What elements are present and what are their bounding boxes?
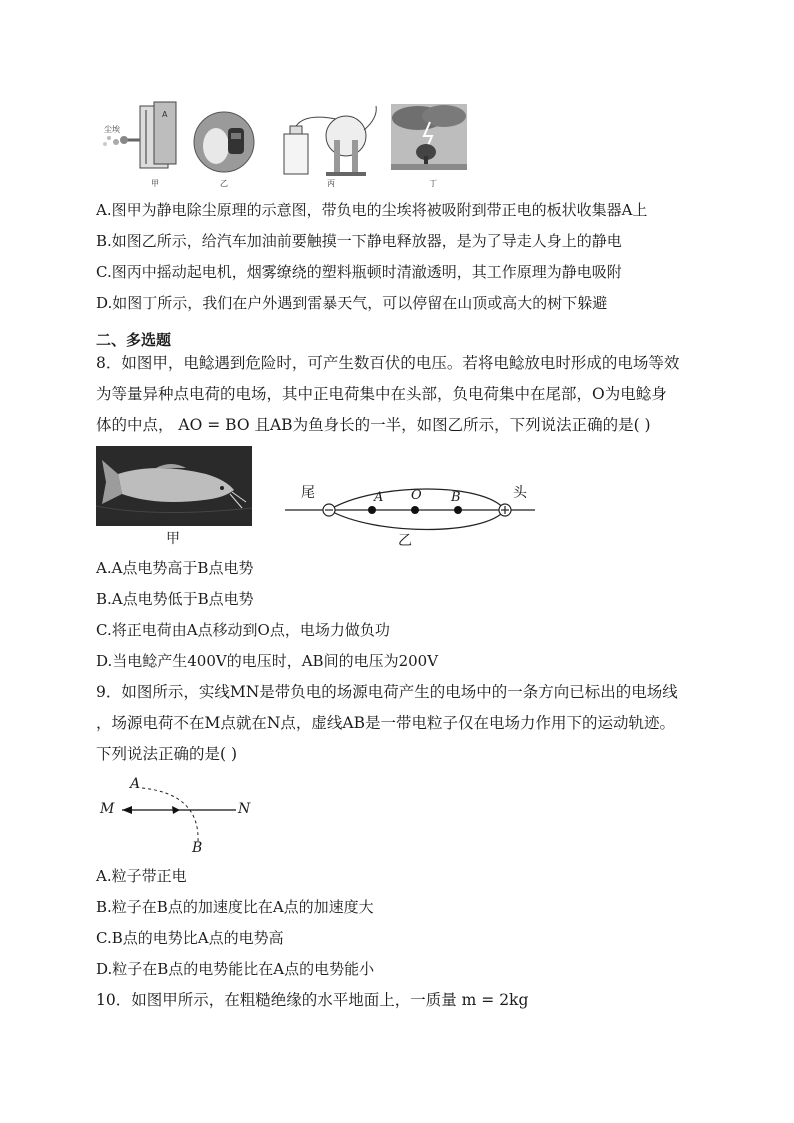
q7-option-a: A.图甲为静电除尘原理的示意图，带负电的尘埃将被吸附到带正电的板状收集器A上 (96, 201, 648, 219)
q8-figure-jia (96, 446, 252, 526)
section-title: 二、多选题 (96, 331, 172, 349)
caption-bing: 丙 (327, 179, 335, 188)
label-B: B (451, 490, 461, 505)
label-N: N (238, 801, 251, 817)
caption-ding: 丁 (429, 179, 437, 188)
q10-line-1: 10．如图甲所示，在粗糙绝缘的水平地面上，一质量 m = 2kg (96, 991, 529, 1009)
q9-option-c: C.B点的电势比A点的电势高 (96, 929, 284, 947)
q8-line-1: 8．如图甲，电鲶遇到危险时，可产生数百伏的电压。若将电鲶放电时形成的电场等效 (96, 354, 680, 372)
q9-figure (96, 772, 266, 862)
top-figure (96, 100, 476, 192)
q8-caption-jia: 甲 (166, 531, 180, 547)
catfish-photo (96, 446, 252, 526)
q8-line-3: 体的中点， AO = BO 且AB为鱼身长的一半，如图乙所示，下列说法正确的是( ) (96, 416, 651, 434)
field-line-diagram (96, 772, 266, 862)
label-O: O (411, 488, 422, 503)
label-A: A (130, 776, 141, 792)
q8-option-a: A.A点电势高于B点电势 (96, 559, 254, 577)
q8-caption-yi: 乙 (398, 533, 412, 549)
q7-option-d: D.如图丁所示，我们在户外遇到雷暴天气，可以停留在山顶或高大的树下躲避 (96, 294, 608, 312)
q9-option-a: A.粒子带正电 (96, 867, 187, 885)
figure-yi-discharger (194, 112, 254, 172)
label-A: A (374, 490, 384, 505)
q9-option-d: D.粒子在B点的电势能比在A点的电势能小 (96, 960, 375, 978)
q9-line-3: 下列说法正确的是( ) (96, 745, 238, 763)
q9-line-1: 9．如图所示，实线MN是带负电的场源电荷产生的电场中的一条方向已标出的电场线 (96, 683, 678, 701)
label-B: B (192, 840, 203, 856)
q8-option-b: B.A点电势低于B点电势 (96, 590, 254, 608)
plate-label: A (162, 110, 168, 119)
caption-jia: 甲 (151, 179, 159, 188)
q7-option-c: C.图丙中摇动起电机，烟雾缭绕的塑料瓶顿时清澈透明，其工作原理为静电吸附 (96, 263, 622, 281)
label-M: M (100, 801, 115, 817)
q7-option-b: B.如图乙所示，给汽车加油前要触摸一下静电释放器，是为了导走人身上的静电 (96, 232, 622, 250)
label-head: 头 (513, 485, 527, 501)
label-tail: 尾 (301, 485, 315, 501)
dust-label: 尘埃 (104, 125, 120, 134)
figure-bing-machine (284, 106, 376, 176)
q8-option-c: C.将正电荷由A点移动到O点，电场力做负功 (96, 621, 390, 639)
q8-option-d: D.当电鲶产生400V的电压时，AB间的电压为200V (96, 652, 439, 670)
q8-line-2: 为等量异种点电荷的电场，其中正电荷集中在头部，负电荷集中在尾部，O为电鲶身 (96, 385, 667, 403)
caption-yi: 乙 (220, 179, 228, 188)
figure-ding-storm (391, 104, 467, 170)
q9-option-b: B.粒子在B点的加速度比在A点的加速度大 (96, 898, 374, 916)
q9-line-2: ，场源电荷不在M点就在N点，虚线AB是一带电粒子仅在电场力作用下的运动轨迹。 (96, 714, 676, 732)
